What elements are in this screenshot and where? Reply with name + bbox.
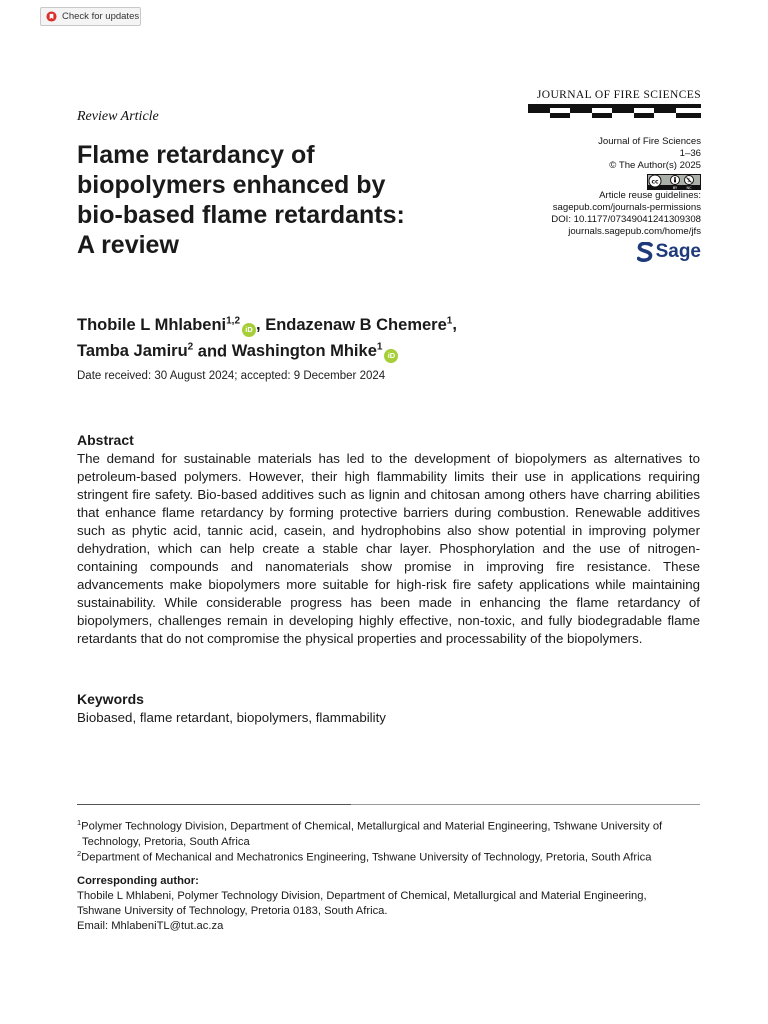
reuse-guidelines-label: Article reuse guidelines: [599, 189, 701, 201]
cc-license-badge[interactable] [511, 174, 701, 190]
corresponding-author-line: Thobile L Mhlabeni, Polymer Technology Division, Department of Chemical, Metallurgical and Material Engineering, [77, 890, 647, 902]
svg-text:cc: cc [651, 178, 659, 186]
article-metadata [511, 136, 701, 262]
abstract-text: The demand for sustainable materials has led to the development of biopolymers as alternatives to petroleum-based polymers. However, their high flammability limits their use in applications requiring stringent fire safety. Bio-based additives such as lignin and chitosan among others have charring abilities that enhance flame retardancy by forming protective barriers during combustion. Renewable additives such as phytic acid, tannic acid, casein, and hydrophobins also show potential in improving polymer dehydration, which can help create a stable char layer. Phosphorylation and the use of nitrogen-containing compounds and nanomaterials show promise in improving fire resistance. These advancements make biopolymers more suitable for high-risk fire safety applications while maintaining sustainability. While considerable progress has been made in enhancing the flame retardancy of biopolymers, challenges remain in developing highly effective, non-toxic, and fully biodegradable flame retardants that do not compromise the physical properties and processability of the biopolymers. [77, 451, 700, 646]
journal-logo-bar [528, 104, 701, 122]
keywords-text: Biobased, flame retardant, biopolymers, flammability [77, 710, 386, 725]
publisher-name: Sage [655, 241, 701, 263]
journal-line: Journal of Fire Sciences [598, 136, 701, 147]
date-received: Date received: 30 August 2024; accepted: 9 December 2024 [77, 370, 386, 382]
abstract-heading: Abstract [77, 432, 134, 448]
orcid-icon[interactable]: iD [384, 349, 398, 363]
corresponding-author-heading: Corresponding author: [77, 875, 199, 887]
article-title: Flame retardancy of biopolymers enhanced by bio-based flame retardants: A review [77, 141, 405, 259]
affiliation-2: $^2$Department of Mechanical and Mechatronics Engineering, Tshwane University of Technology, Pretoria, South Africa [77, 849, 652, 864]
sage-s-icon [637, 242, 653, 262]
svg-text:$: $ [687, 177, 691, 184]
author[interactable]: Thobile L Mhlabeni$^{1,2}$ [77, 315, 241, 334]
journal-name: JOURNAL OF FIRE SCIENCES [536, 89, 701, 101]
page-range: 1–36 [679, 148, 701, 160]
journal-url[interactable]: journals.sagepub.com/home/jfs [568, 226, 701, 238]
author[interactable]: Tamba Jamiru$^2$ [77, 341, 194, 360]
corresponding-author [77, 874, 697, 934]
check-for-updates-button[interactable] [40, 7, 141, 26]
affiliation-1: $^1$Polymer Technology Division, Department of Chemical, Metallurgical and Material Engineering, Tshwane University of Technology, Pretoria, South Africa [77, 818, 663, 848]
svg-text:NC: NC [686, 185, 692, 190]
footnote-divider [77, 804, 351, 805]
doi[interactable]: DOI: 10.1177/07349041241309308 [551, 214, 701, 226]
article-type: Review Article [77, 109, 159, 124]
copyright: © The Author(s) 2025 [609, 160, 701, 172]
author[interactable]: Washington Mhike$^1$ [231, 341, 383, 360]
svg-text:BY: BY [672, 185, 678, 190]
bookmark-update-icon [46, 11, 57, 22]
sage-logo [511, 242, 701, 262]
corresponding-author-email[interactable]: Email: MhlabeniTL@tut.ac.za [77, 920, 224, 932]
orcid-icon[interactable]: iD [242, 323, 256, 337]
corresponding-author-line: Tshwane University of Technology, Pretoria 0183, South Africa. [77, 905, 388, 917]
keywords-heading: Keywords [77, 691, 144, 707]
reuse-guidelines-link[interactable]: sagepub.com/journals-permissions [552, 201, 701, 213]
author-list: Thobile L Mhlabeni$^{1,2}$iD , Endazenaw B Chemere$^1$, Tamba Jamiru$^2$ and Washington Mhike$^1$iD [77, 310, 697, 363]
check-for-updates-label: Check for updates [62, 11, 140, 22]
author[interactable]: Endazenaw B Chemere$^1$ [265, 315, 453, 334]
cc-by-nc-icon [647, 174, 701, 190]
footnote-divider-thin [351, 804, 700, 805]
